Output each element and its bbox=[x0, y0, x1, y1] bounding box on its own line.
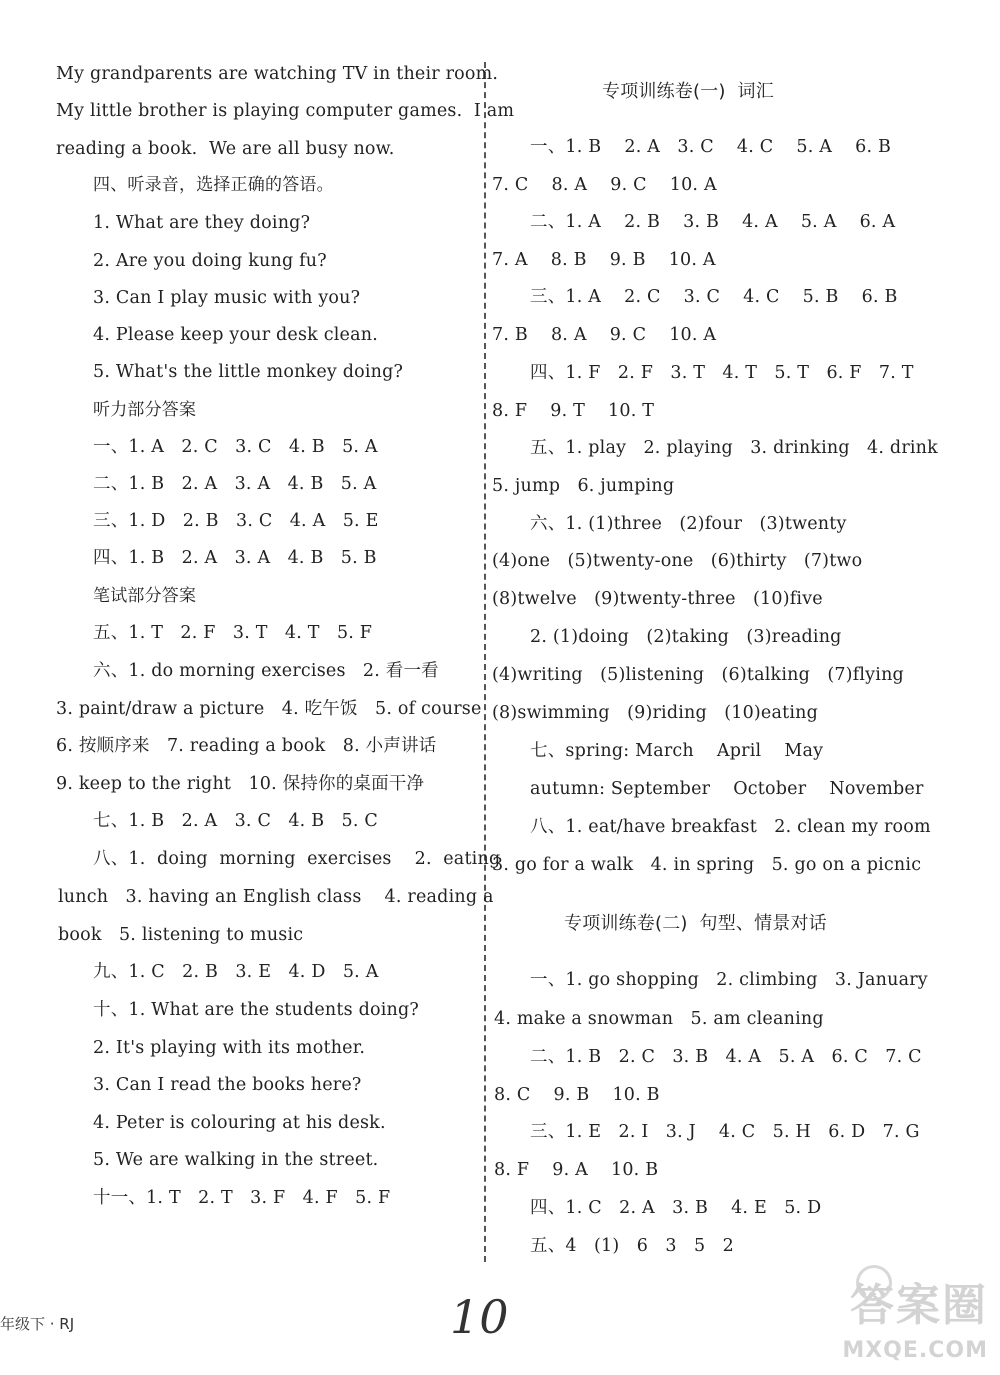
answer-line: 四、1. F 2. F 3. T 4. T 5. T 6. F 7. T bbox=[530, 363, 914, 383]
watermark-text: 答案圈 bbox=[850, 1280, 988, 1331]
answer-line: 2. It's playing with its mother. bbox=[93, 1038, 366, 1058]
section-heading: 笔试部分答案 bbox=[93, 586, 197, 606]
answer-line: 7. A 8. B 9. B 10. A bbox=[492, 250, 716, 270]
answer-line: 7. C 8. A 9. C 10. A bbox=[492, 175, 717, 195]
answer-line: (8)twelve (9)twenty-three (10)five bbox=[492, 589, 823, 609]
grade-label: 年级下 · RJ bbox=[0, 1315, 75, 1333]
page-number: 10 bbox=[450, 1290, 509, 1344]
answer-line: 八、1. doing morning exercises 2. eating bbox=[93, 849, 501, 869]
answer-line: 3. paint/draw a picture 4. 吃午饭 5. of course bbox=[56, 699, 482, 719]
answer-line: 5. jump 6. jumping bbox=[492, 476, 675, 496]
answer-line: 4. Peter is colouring at his desk. bbox=[93, 1113, 386, 1133]
answer-line: 一、1. B 2. A 3. C 4. C 5. A 6. B bbox=[530, 137, 892, 157]
answer-line: 三、1. A 2. C 3. C 4. C 5. B 6. B bbox=[530, 287, 898, 307]
answer-line: 1. What are they doing? bbox=[93, 213, 311, 233]
answer-line: 三、1. E 2. I 3. J 4. C 5. H 6. D 7. G bbox=[530, 1122, 920, 1142]
answer-line: 十、1. What are the students doing? bbox=[93, 1000, 419, 1020]
answer-line: 3. Can I play music with you? bbox=[93, 288, 361, 308]
answer-line: 一、1. go shopping 2. climbing 3. January bbox=[530, 970, 928, 990]
answer-line: 六、1. (1)three (2)four (3)twenty bbox=[530, 514, 847, 534]
section-heading: 四、听录音，选择正确的答语。 bbox=[93, 175, 334, 195]
answer-line: 2. (1)doing (2)taking (3)reading bbox=[530, 627, 842, 647]
answer-line: book 5. listening to music bbox=[58, 925, 304, 945]
answer-line: 2. Are you doing kung fu? bbox=[93, 251, 327, 271]
answer-line: (8)swimming (9)riding (10)eating bbox=[492, 703, 819, 723]
watermark-url: MXQE.COM bbox=[842, 1338, 988, 1363]
answer-line: 四、1. B 2. A 3. A 4. B 5. B bbox=[93, 548, 377, 568]
column-divider bbox=[484, 62, 486, 1262]
watermark-logo bbox=[842, 1252, 992, 1367]
section-heading: 听力部分答案 bbox=[93, 400, 197, 420]
section-title: 专项训练卷(二) 句型、情景对话 bbox=[564, 913, 827, 934]
answer-line: 九、1. C 2. B 3. E 4. D 5. A bbox=[93, 962, 379, 982]
answer-line: (4)one (5)twenty-one (6)thirty (7)two bbox=[492, 551, 863, 571]
answer-line: lunch 3. having an English class 4. reading a bbox=[58, 887, 494, 907]
answer-line: 4. Please keep your desk clean. bbox=[93, 325, 378, 345]
answer-line: 五、1. play 2. playing 3. drinking 4. drink bbox=[530, 438, 938, 458]
answer-line: 二、1. A 2. B 3. B 4. A 5. A 6. A bbox=[530, 212, 896, 232]
answer-line: reading a book. We are all busy now. bbox=[56, 139, 395, 159]
answer-line: 9. keep to the right 10. 保持你的桌面干净 bbox=[56, 774, 425, 794]
section-title: 专项训练卷(一) 词汇 bbox=[602, 81, 774, 102]
answer-line: 6. 按顺序来 7. reading a book 8. 小声讲话 bbox=[56, 736, 437, 756]
answer-line: 二、1. B 2. A 3. A 4. B 5. A bbox=[93, 474, 377, 494]
answer-line: 4. make a snowman 5. am cleaning bbox=[494, 1009, 824, 1029]
answer-line: 四、1. C 2. A 3. B 4. E 5. D bbox=[530, 1198, 822, 1218]
answer-line: 六、1. do morning exercises 2. 看一看 bbox=[93, 661, 439, 681]
answer-line: 7. B 8. A 9. C 10. A bbox=[492, 325, 717, 345]
answer-line: 八、1. eat/have breakfast 2. clean my room bbox=[530, 817, 931, 837]
answer-line: My grandparents are watching TV in their room. bbox=[56, 64, 499, 84]
answer-line: 3. Can I read the books here? bbox=[93, 1075, 362, 1095]
answer-line: autumn: September October November bbox=[530, 779, 924, 799]
answer-line: 三、1. D 2. B 3. C 4. A 5. E bbox=[93, 511, 379, 531]
answer-line: 二、1. B 2. C 3. B 4. A 5. A 6. C 7. C bbox=[530, 1047, 922, 1067]
answer-line: 8. F 9. A 10. B bbox=[494, 1160, 659, 1180]
answer-line: 5. What's the little monkey doing? bbox=[93, 362, 404, 382]
answer-line: 五、1. T 2. F 3. T 4. T 5. F bbox=[93, 623, 373, 643]
answer-line: 一、1. A 2. C 3. C 4. B 5. A bbox=[93, 437, 378, 457]
answer-line: 七、spring: March April May bbox=[530, 741, 824, 761]
answer-line: (4)writing (5)listening (6)talking (7)flying bbox=[492, 665, 904, 685]
answer-line: My little brother is playing computer games. I am bbox=[56, 101, 515, 121]
answer-line: 十一、1. T 2. T 3. F 4. F 5. F bbox=[93, 1188, 391, 1208]
answer-line: 8. C 9. B 10. B bbox=[494, 1085, 660, 1105]
answer-line: 5. We are walking in the street. bbox=[93, 1150, 379, 1170]
answer-line: 五、4 (1) 6 3 5 2 bbox=[530, 1236, 734, 1256]
answer-line: 3. go for a walk 4. in spring 5. go on a picnic bbox=[492, 855, 922, 875]
answer-line: 8. F 9. T 10. T bbox=[492, 401, 655, 421]
answer-line: 七、1. B 2. A 3. C 4. B 5. C bbox=[93, 811, 378, 831]
